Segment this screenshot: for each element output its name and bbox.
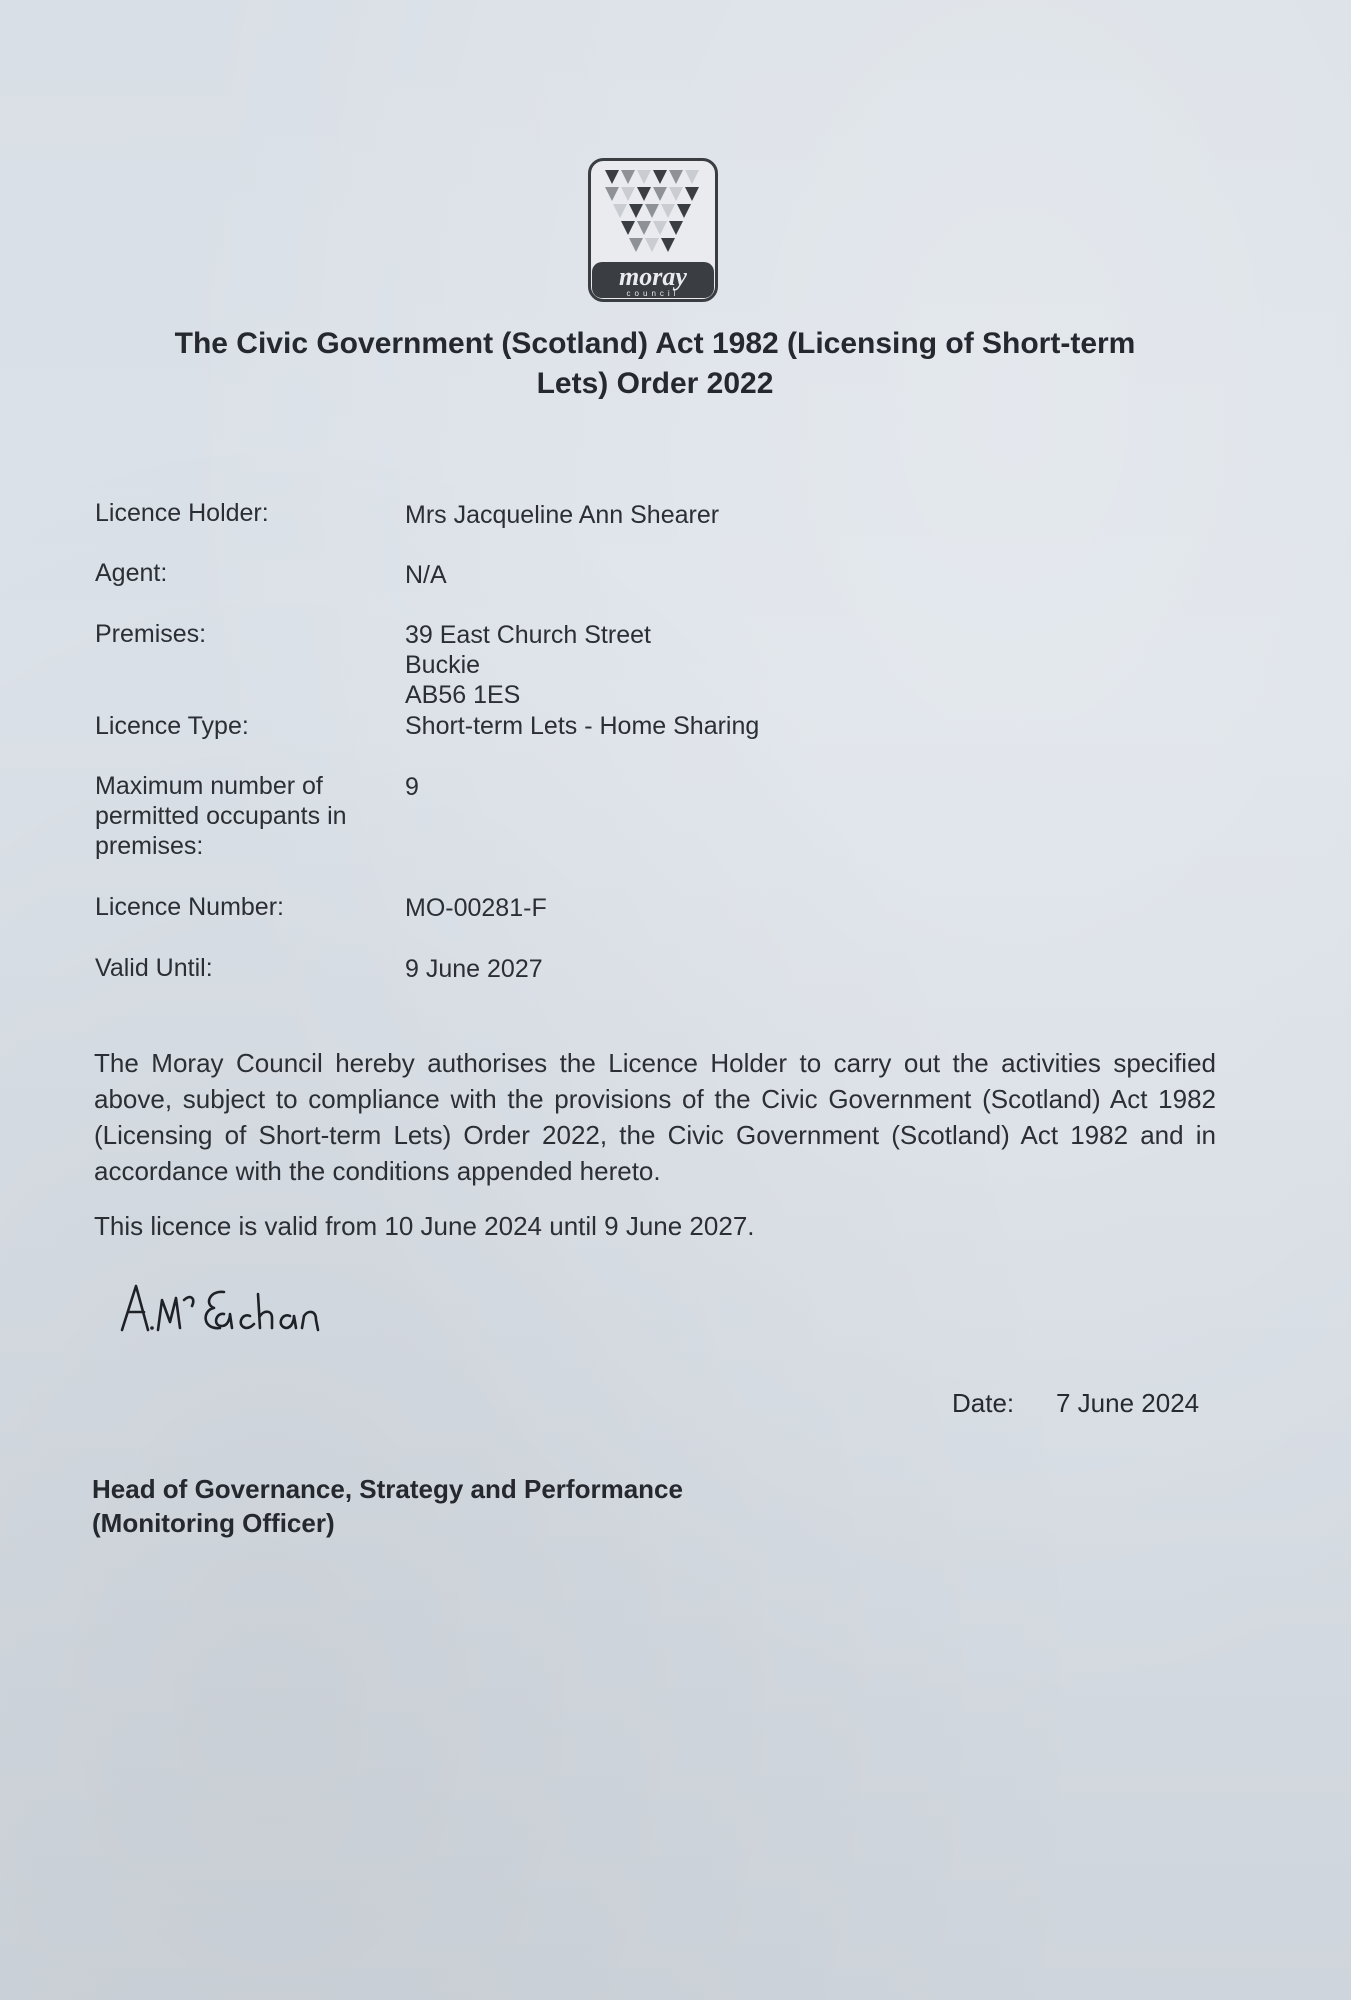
logo-wordmark: moray [619,262,687,291]
document-title [120,324,1190,404]
premises-label: Premises: [95,620,207,648]
authorisation-paragraph: The Moray Council hereby authorises the Licence Holder to carry out the activities specified above, subject to compliance with the provisions of the Civic Government (Scotland) Act 1982 (Licensing of Short-term Lets) Order 2022, the Civic Government (Scotland) Act 1982 and in accordance with the conditions appended hereto. [94,1048,1216,1186]
max-occupants-label-line-1: Maximum number of [95,772,323,800]
valid-until-label: Valid Until: [95,954,213,982]
max-occupants-label-line-3: premises: [95,832,204,860]
licence-type-label: Licence Type: [95,712,249,740]
moray-council-logo [588,158,718,302]
max-occupants-value: 9 [405,773,419,801]
signatory-title-line-2: (Monitoring Officer) [92,1508,335,1538]
licence-type-value: Short-term Lets - Home Sharing [405,712,760,740]
licence-holder-value: Mrs Jacqueline Ann Shearer [405,501,720,529]
max-occupants-label [95,771,395,861]
premises-street: 39 East Church Street [405,621,651,649]
document-title-line-1: The Civic Government (Scotland) Act 1982 (Licensing of Short-term [174,327,1136,360]
signatory-title-line-1: Head of Governance, Strategy and Performance [92,1474,683,1504]
premises-address [405,620,1205,710]
premises-town: Buckie [405,651,481,679]
logo-subtext: council [626,289,680,298]
validity-statement: This licence is valid from 10 June 2024 until 9 June 2027. [94,1211,755,1241]
max-occupants-label-line-2: permitted occupants in [95,802,347,830]
licence-number-value: MO-00281-F [405,894,547,922]
valid-until-value: 9 June 2027 [405,955,543,983]
signatory-title [92,1472,892,1540]
premises-postcode: AB56 1ES [405,681,521,709]
licence-holder-label: Licence Holder: [95,499,269,527]
agent-label: Agent: [95,559,168,587]
handwritten-signature [112,1270,342,1350]
date-label: Date: [952,1388,1015,1418]
licence-number-label: Licence Number: [95,893,284,921]
document-title-line-2: Lets) Order 2022 [536,367,774,400]
agent-value: N/A [405,561,447,589]
date-value: 7 June 2024 [1056,1388,1200,1418]
